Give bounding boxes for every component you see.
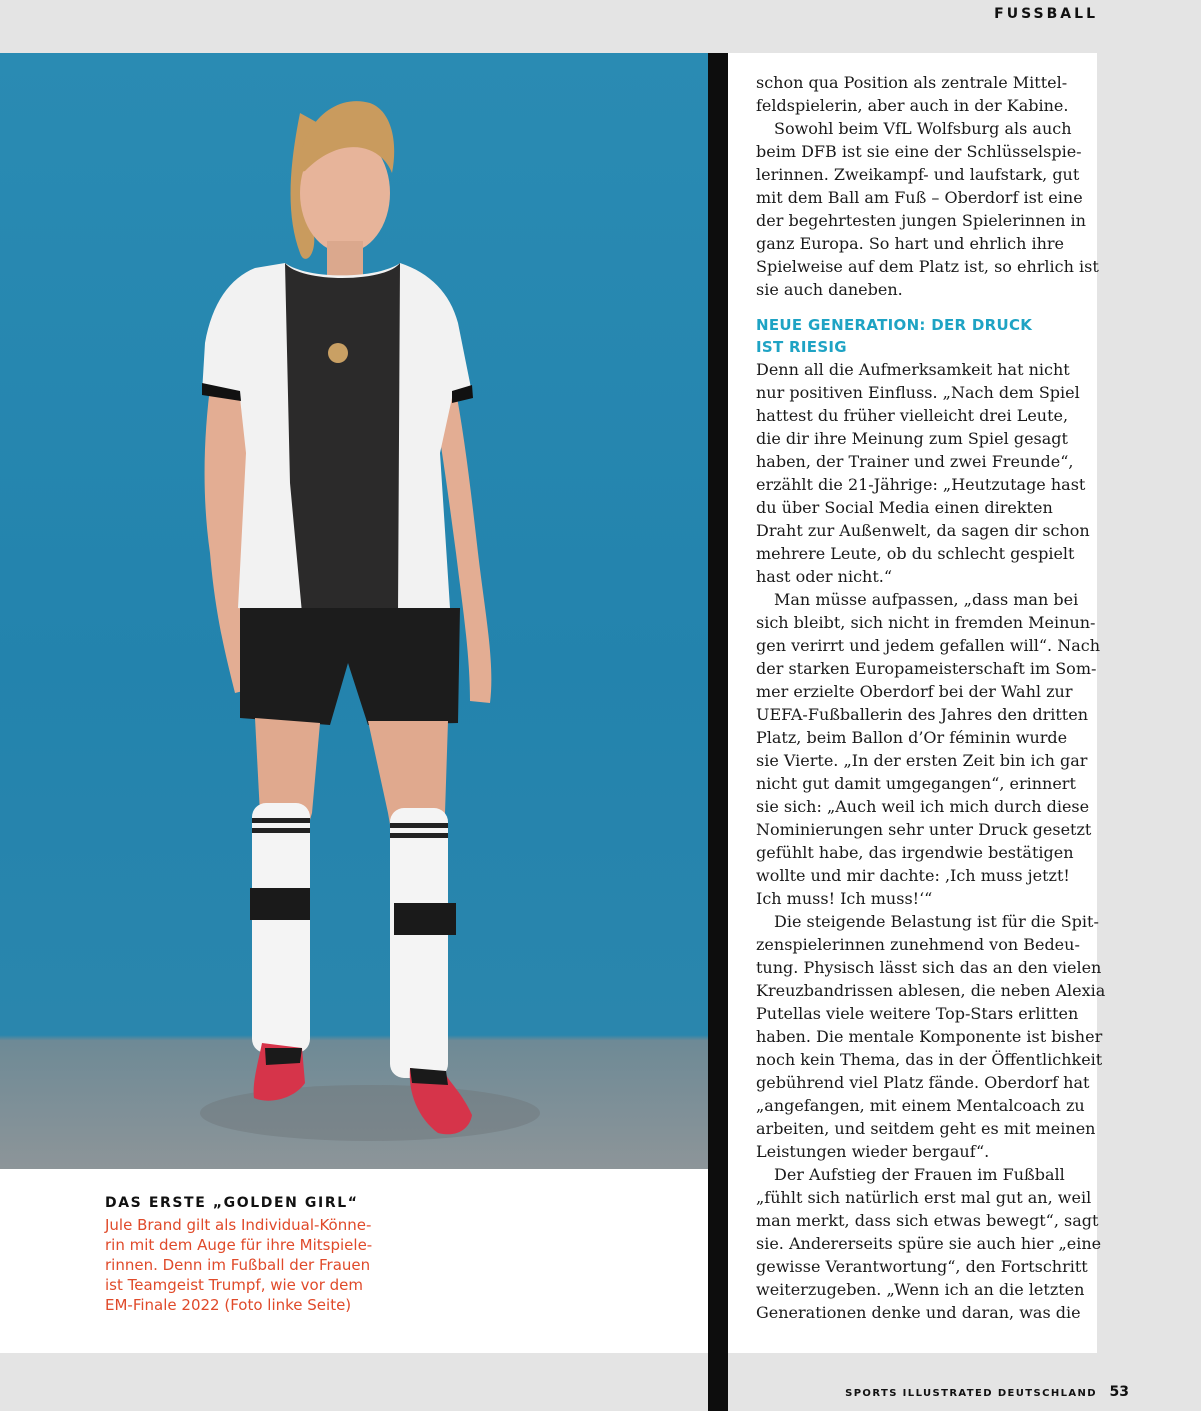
paragraph <box>756 117 1099 301</box>
text-line: lerinnen. Zweikampf- und laufstark, gut <box>756 165 1080 184</box>
text-line: schon qua Position als zentrale Mittel- <box>756 73 1068 92</box>
caption-line: rin mit dem Auge für ihre Mitspiele- <box>105 1236 373 1254</box>
text-line: hattest du früher vielleicht drei Leute, <box>756 406 1069 425</box>
text-line: weiterzugeben. „Wenn ich an die letzten <box>756 1280 1085 1299</box>
text-line: Leistungen wieder bergauf“. <box>756 1142 990 1161</box>
text-line: arbeiten, und seitdem geht es mit meinen <box>756 1119 1096 1138</box>
text-line: Kreuzbandrissen ablesen, die neben Alexia <box>756 981 1106 1000</box>
text-line: haben. Die mentale Komponente ist bisher <box>756 1027 1103 1046</box>
section-tag: FUSSBALL <box>994 6 1098 22</box>
text-line: der starken Europameisterschaft im Som- <box>756 659 1097 678</box>
caption-text <box>105 1215 395 1315</box>
text-line: du über Social Media einen direkten <box>756 498 1053 517</box>
article-body <box>756 71 1106 1324</box>
caption-line: EM-Finale 2022 (Foto linke Seite) <box>105 1296 352 1314</box>
text-line: der begehrtesten jungen Spielerinnen in <box>756 211 1086 230</box>
text-line: Putellas viele weitere Top-Stars erlitten <box>756 1004 1079 1023</box>
text-line: gen verirrt und jedem gefallen will“. Nach <box>756 636 1100 655</box>
text-line: sie. Andererseits spüre sie auch hier „eine <box>756 1234 1102 1253</box>
text-line: man merkt, dass sich etwas bewegt“, sagt <box>756 1211 1099 1230</box>
caption-title: DAS ERSTE „GOLDEN GIRL“ <box>105 1195 359 1211</box>
text-line: sich bleibt, sich nicht in fremden Meinun- <box>756 613 1096 632</box>
text-line: Die steigende Belastung ist für die Spit- <box>774 912 1099 931</box>
text-line: Draht zur Außenwelt, da sagen dir schon <box>756 521 1090 540</box>
text-line: mit dem Ball am Fuß – Oberdorf ist eine <box>756 188 1083 207</box>
text-line: zenspielerinnen zunehmend von Bedeu- <box>756 935 1080 954</box>
text-line: nicht gut damit umgegangen“, erinnert <box>756 774 1076 793</box>
text-line: gewisse Verantwortung“, den Fortschritt <box>756 1257 1088 1276</box>
text-line: erzählt die 21-Jährige: „Heutzutage hast <box>756 475 1086 494</box>
text-line: feldspielerin, aber auch in der Kabine. <box>756 96 1069 115</box>
caption-line: rinnen. Denn im Fußball der Frauen <box>105 1256 371 1274</box>
caption-line: Jule Brand gilt als Individual-Könne- <box>105 1216 372 1234</box>
caption-line: ist Teamgeist Trumpf, wie vor dem <box>105 1276 364 1294</box>
text-line: Nominierungen sehr unter Druck gesetzt <box>756 820 1092 839</box>
text-line: wollte und mir dachte: ‚Ich muss jetzt! <box>756 866 1070 885</box>
text-line: Denn all die Aufmerksamkeit hat nicht <box>756 360 1070 379</box>
text-line: sie auch daneben. <box>756 280 903 299</box>
text-line: die dir ihre Meinung zum Spiel gesagt <box>756 429 1068 448</box>
article-column <box>728 53 1106 1353</box>
paragraph <box>756 588 1100 910</box>
page-number: 53 <box>1109 1384 1129 1400</box>
text-line: Man müsse aufpassen, „dass man bei <box>774 590 1079 609</box>
text-line: UEFA-Fußballerin des Jahres den dritten <box>756 705 1088 724</box>
text-line: Sowohl beim VfL Wolfsburg als auch <box>774 119 1072 138</box>
text-line: haben, der Trainer und zwei Freunde“, <box>756 452 1074 471</box>
text-line: tung. Physisch lässt sich das an den vielen <box>756 958 1102 977</box>
text-line: „fühlt sich natürlich erst mal gut an, weil <box>756 1188 1092 1207</box>
text-line: sie Vierte. „In der ersten Zeit bin ich gar <box>756 751 1088 770</box>
paragraph <box>756 1163 1102 1324</box>
text-line: Ich muss! Ich muss!‘“ <box>756 889 933 908</box>
column-divider <box>708 53 728 1411</box>
text-line: beim DFB ist sie eine der Schlüsselspie- <box>756 142 1082 161</box>
text-line: Generationen denke und daran, was die <box>756 1303 1081 1322</box>
subheading-line: NEUE GENERATION: DER DRUCK <box>756 316 1033 334</box>
text-line: Spielweise auf dem Platz ist, so ehrlich ist <box>756 257 1099 276</box>
paragraph <box>756 910 1106 1163</box>
text-line: ganz Europa. So hart und ehrlich ihre <box>756 234 1064 253</box>
text-line: gefühlt habe, das irgendwie bestätigen <box>756 843 1074 862</box>
text-line: gebührend viel Platz fände. Oberdorf hat <box>756 1073 1090 1092</box>
photo-caption <box>0 1169 708 1353</box>
text-line: mer erzielte Oberdorf bei der Wahl zur <box>756 682 1073 701</box>
paragraph <box>756 71 1076 117</box>
subheading <box>756 314 1076 358</box>
text-line: Der Aufstieg der Frauen im Fußball <box>774 1165 1065 1184</box>
text-line: Platz, beim Ballon d’Or féminin wurde <box>756 728 1068 747</box>
text-line: hast oder nicht.“ <box>756 567 893 586</box>
text-line: sie sich: „Auch weil ich mich durch diese <box>756 797 1090 816</box>
text-line: „angefangen, mit einem Mentalcoach zu <box>756 1096 1085 1115</box>
paragraph <box>756 358 1090 588</box>
publication-name: SPORTS ILLUSTRATED DEUTSCHLAND <box>845 1388 1097 1399</box>
player-photo <box>0 53 708 1169</box>
subheading-line: IST RIESIG <box>756 338 847 356</box>
text-line: mehrere Leute, ob du schlecht gespielt <box>756 544 1075 563</box>
text-line: noch kein Thema, das in der Öffentlichkeit <box>756 1050 1103 1069</box>
text-line: nur positiven Einfluss. „Nach dem Spiel <box>756 383 1080 402</box>
